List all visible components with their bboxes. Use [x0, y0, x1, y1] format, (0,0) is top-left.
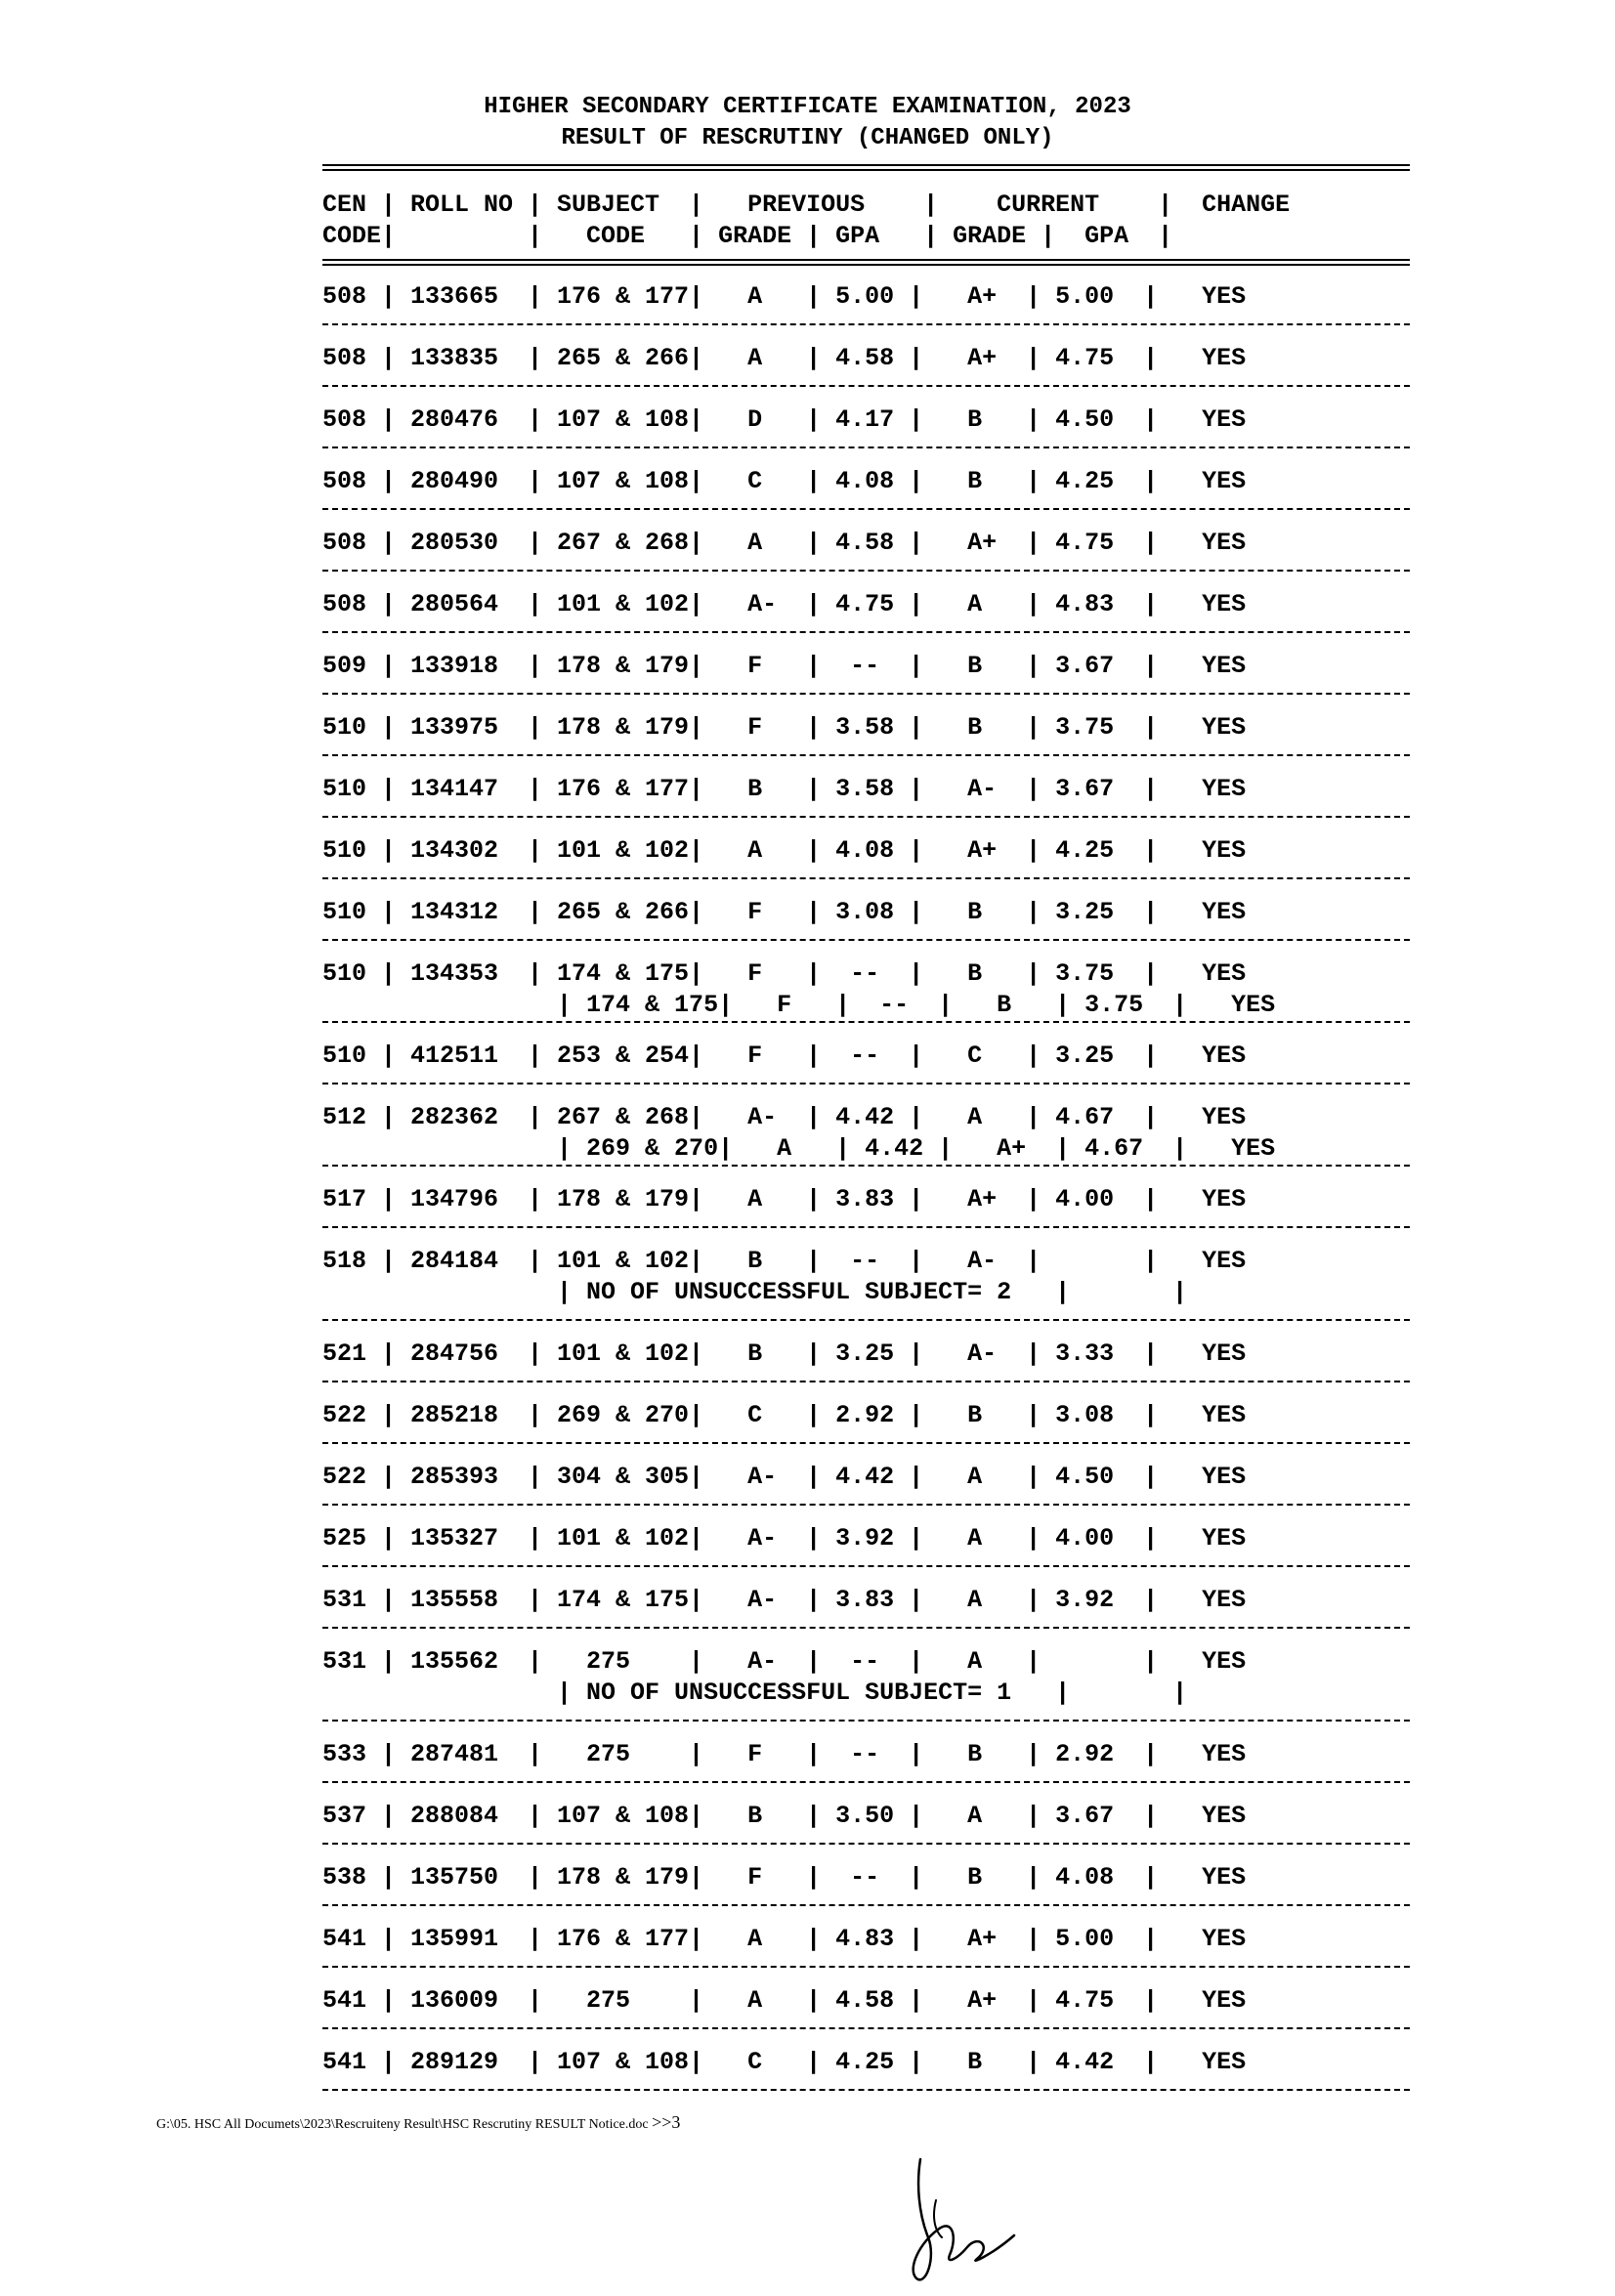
table-row: 541 | 135991 | 176 & 177| A | 4.83 | A+ | 5.00 | YES [322, 1925, 1247, 1953]
row-separator [322, 1966, 1410, 1968]
row-separator [322, 1720, 1410, 1722]
header-top-rule [322, 164, 1410, 171]
row-separator [322, 631, 1410, 633]
row-separator [322, 446, 1410, 448]
row-separator [322, 2089, 1410, 2091]
table-row: 510 | 134353 | 174 & 175| F | -- | B | 3.75 | YES [322, 959, 1247, 988]
table-row-continuation: | NO OF UNSUCCESSFUL SUBJECT= 2 | | [322, 1278, 1188, 1306]
row-separator [322, 1319, 1410, 1321]
row-separator [322, 1226, 1410, 1228]
file-path-text: G:\05. HSC All Documets\2023\Rescruiteny Result\HSC Rescrutiny RESULT Notice.doc [156, 2117, 649, 2132]
table-row: 533 | 287481 | 275 | F | -- | B | 2.92 | YES [322, 1740, 1247, 1768]
row-separator [322, 693, 1410, 695]
table-row: 525 | 135327 | 101 & 102| A- | 3.92 | A | 4.00 | YES [322, 1524, 1247, 1552]
table-row-continuation: | NO OF UNSUCCESSFUL SUBJECT= 1 | | [322, 1679, 1188, 1707]
row-separator [322, 1504, 1410, 1506]
table-row: 508 | 133835 | 265 & 266| A | 4.58 | A+ | 4.75 | YES [322, 344, 1247, 372]
row-separator [322, 2027, 1410, 2029]
signature [899, 2140, 1036, 2296]
table-row: 541 | 136009 | 275 | A | 4.58 | A+ | 4.75 | YES [322, 1986, 1247, 2015]
row-separator [322, 1843, 1410, 1845]
table-row: 537 | 288084 | 107 & 108| B | 3.50 | A | 3.67 | YES [322, 1802, 1247, 1830]
table-row: 509 | 133918 | 178 & 179| F | -- | B | 3.67 | YES [322, 652, 1247, 680]
table-row: 510 | 134147 | 176 & 177| B | 3.58 | A- | 3.67 | YES [322, 775, 1247, 803]
table-header-line-1: CEN | ROLL NO | SUBJECT | PREVIOUS | CURRENT | CHANGE [322, 191, 1291, 219]
table-row: 541 | 289129 | 107 & 108| C | 4.25 | B | 4.42 | YES [322, 2048, 1247, 2076]
table-row: 508 | 280490 | 107 & 108| C | 4.08 | B | 4.25 | YES [322, 467, 1247, 495]
row-separator [322, 570, 1410, 572]
table-row: 508 | 280530 | 267 & 268| A | 4.58 | A+ | 4.75 | YES [322, 529, 1247, 557]
table-row: 510 | 134312 | 265 & 266| F | 3.08 | B | 3.25 | YES [322, 898, 1247, 926]
row-separator [322, 754, 1410, 756]
page-subtitle: RESULT OF RESCRUTINY (CHANGED ONLY) [561, 125, 1054, 151]
table-row: 510 | 133975 | 178 & 179| F | 3.58 | B | 3.75 | YES [322, 713, 1247, 742]
table-row: 521 | 284756 | 101 & 102| B | 3.25 | A- | 3.33 | YES [322, 1339, 1247, 1368]
row-separator [322, 1565, 1410, 1567]
table-row: 522 | 285393 | 304 & 305| A- | 4.42 | A | 4.50 | YES [322, 1463, 1247, 1491]
table-row: 517 | 134796 | 178 & 179| A | 3.83 | A+ | 4.00 | YES [322, 1185, 1247, 1213]
row-separator [322, 1627, 1410, 1629]
row-separator [322, 323, 1410, 325]
row-separator [322, 877, 1410, 879]
table-row: 518 | 284184 | 101 & 102| B | -- | A- | | YES [322, 1247, 1247, 1275]
row-separator [322, 1781, 1410, 1783]
table-row: 538 | 135750 | 178 & 179| F | -- | B | 4.08 | YES [322, 1863, 1247, 1892]
table-row: 512 | 282362 | 267 & 268| A- | 4.42 | A | 4.67 | YES [322, 1103, 1247, 1131]
table-row: 510 | 412511 | 253 & 254| F | -- | C | 3.25 | YES [322, 1042, 1247, 1070]
row-separator [322, 1021, 1410, 1023]
table-row: 508 | 280564 | 101 & 102| A- | 4.75 | A | 4.83 | YES [322, 590, 1247, 618]
row-separator [322, 1381, 1410, 1382]
table-row: 531 | 135558 | 174 & 175| A- | 3.83 | A | 3.92 | YES [322, 1586, 1247, 1614]
row-separator [322, 939, 1410, 941]
table-row: 508 | 133665 | 176 & 177| A | 5.00 | A+ | 5.00 | YES [322, 282, 1247, 311]
table-row-continuation: | 269 & 270| A | 4.42 | A+ | 4.67 | YES [322, 1134, 1276, 1163]
row-separator [322, 385, 1410, 387]
table-row: 510 | 134302 | 101 & 102| A | 4.08 | A+ | 4.25 | YES [322, 836, 1247, 865]
row-separator [322, 508, 1410, 510]
row-separator [322, 1904, 1410, 1906]
row-separator [322, 816, 1410, 818]
row-separator [322, 1165, 1410, 1167]
table-row: 508 | 280476 | 107 & 108| D | 4.17 | B | 4.50 | YES [322, 405, 1247, 434]
table-header-line-2: CODE| | CODE | GRADE | GPA | GRADE | GPA | [322, 222, 1173, 250]
table-row: 522 | 285218 | 269 & 270| C | 2.92 | B | 3.08 | YES [322, 1401, 1247, 1429]
page-marker: >>3 [652, 2112, 681, 2132]
header-bottom-rule [322, 259, 1410, 266]
footer-file-path [156, 2112, 680, 2133]
table-row-continuation: | 174 & 175| F | -- | B | 3.75 | YES [322, 991, 1276, 1019]
row-separator [322, 1083, 1410, 1084]
table-row: 531 | 135562 | 275 | A- | -- | A | | YES [322, 1647, 1247, 1676]
row-separator [322, 1442, 1410, 1444]
page-title: HIGHER SECONDARY CERTIFICATE EXAMINATION, 2023 [484, 94, 1131, 120]
